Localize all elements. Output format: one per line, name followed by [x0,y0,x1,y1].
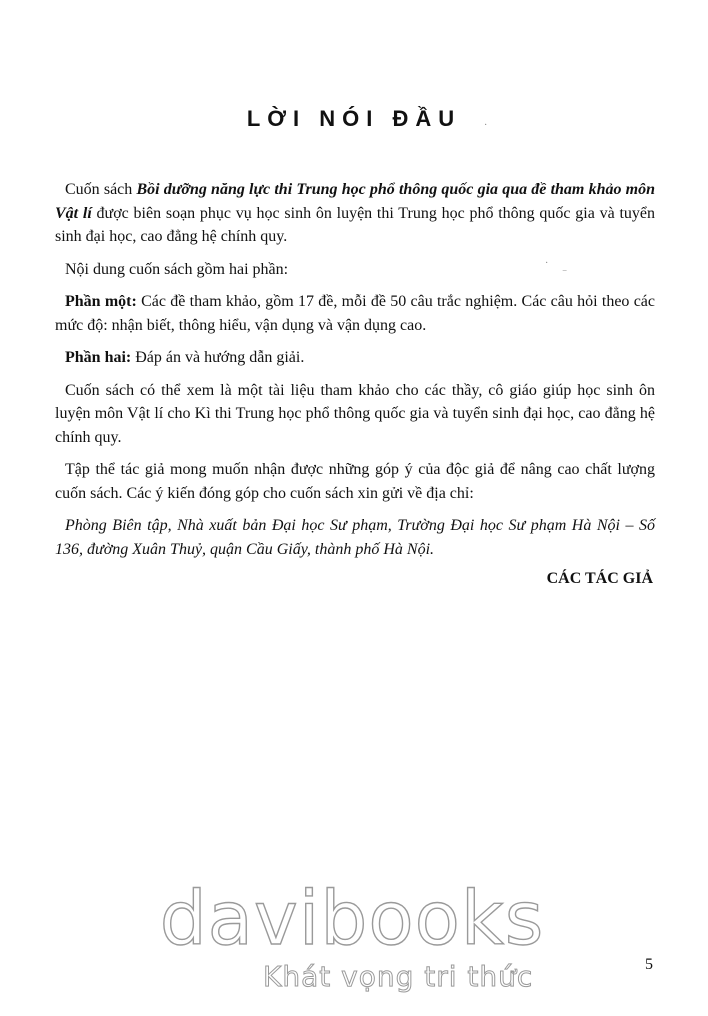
paragraph-feedback: Tập thể tác giả mong muốn nhận được những góp ý của độc giả để nâng cao chất lượng cuốn sách. Các ý kiến đóng góp cho cuốn sách xin gửi về địa chỉ: [55,461,655,502]
watermark-slogan: Khát vọng tri thức [263,960,534,993]
part-one-label: Phần một: [65,293,137,310]
page-title: LỜI NÓI ĐẦU [246,106,462,131]
watermark-brand: davibooks [159,876,545,962]
paragraph-part-two: Phần hai: Đáp án và hướng dẫn giải. [65,349,305,366]
book-title: Bồi dưỡng năng lực thi Trung học phổ thông quốc gia qua đề tham khảo môn Vật lí [55,181,655,222]
paragraph-purpose: Cuốn sách có thể xem là một tài liệu tham khảo cho các thầy, cô giáo giúp học sinh ôn luyện môn Vật lí cho Kì thi Trung học phổ thông quốc gia và tuyển sinh đại học, cao đẳng hệ chính quy. [55,381,655,446]
page-number: 5 [645,956,653,973]
paragraph-address: Phòng Biên tập, Nhà xuất bản Đại học Sư phạm, Trường Đại học Sư phạm Hà Nội – Số 136, đường Xuân Thuỷ, quận Cầu Giấy, thành phố Hà Nội. [55,517,655,558]
part-two-label: Phần hai: [65,349,132,366]
authors-signature: CÁC TÁC GIẢ [546,570,653,587]
scan-speck: · [545,258,549,269]
scan-speck: · [484,120,488,131]
paragraph-part-one: Phần một: Các đề tham khảo, gồm 17 đề, mỗi đề 50 câu trắc nghiệm. Các câu hỏi theo các mức độ: nhận biết, thông hiểu, vận dụng và vận dụng cao. [55,293,656,334]
scan-speck: ⁻ [562,268,568,279]
publisher-watermark [157,876,547,1016]
paragraph-contents: Nội dung cuốn sách gồm hai phần: [65,260,289,278]
paragraph-intro: Cuốn sách Bồi dưỡng năng lực thi Trung học phổ thông quốc gia qua đề tham khảo môn Vật lí được biên soạn phục vụ học sinh ôn luyện thi Trung học phổ thông quốc gia và tuyển sinh đại học, cao đẳng hệ chính quy. [55,181,656,245]
preface-body [55,178,655,570]
